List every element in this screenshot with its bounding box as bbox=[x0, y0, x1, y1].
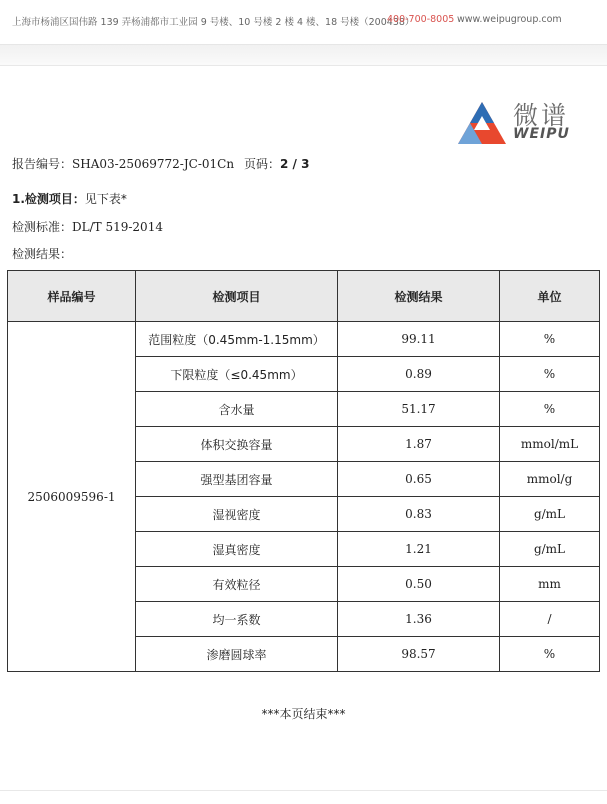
company-phone[interactable]: 400-700-8005 bbox=[387, 14, 455, 25]
header-sample-id: 样品编号 bbox=[8, 271, 136, 322]
unit-cell: % bbox=[500, 357, 600, 392]
company-address: 上海市杨浦区国伟路 139 弄杨浦都市工业园 9 号楼、10 号楼 2 楼 4 楼、18 号楼（200438） bbox=[12, 17, 415, 28]
header-test-result: 检测结果 bbox=[338, 271, 500, 322]
item-cell: 有效粒径 bbox=[136, 567, 338, 602]
test-item-line bbox=[12, 190, 127, 207]
report-number: SHA03-25069772-JC-01Cn bbox=[72, 157, 235, 171]
logo-mark-icon bbox=[456, 100, 508, 146]
page-number: 2 / 3 bbox=[280, 157, 310, 171]
logo-chinese-text: 微谱 bbox=[513, 101, 570, 130]
unit-cell: / bbox=[500, 602, 600, 637]
test-result-label: 检测结果： bbox=[12, 247, 73, 261]
item-cell: 下限粒度（≤0.45mm） bbox=[136, 357, 338, 392]
logo-english-text: WEIPU bbox=[513, 126, 570, 142]
unit-cell: g/mL bbox=[500, 497, 600, 532]
test-standard-line bbox=[12, 218, 163, 235]
item-cell: 体积交换容量 bbox=[136, 427, 338, 462]
result-cell: 99.11 bbox=[338, 322, 500, 357]
unit-cell: % bbox=[500, 392, 600, 427]
page-end-note: ***本页结束*** bbox=[261, 707, 346, 721]
test-standard-label: 检测标准： bbox=[12, 220, 73, 234]
report-number-label: 报告编号： bbox=[12, 157, 73, 171]
unit-cell: mmol/mL bbox=[500, 427, 600, 462]
header-unit: 单位 bbox=[500, 271, 600, 322]
result-cell: 51.17 bbox=[338, 392, 500, 427]
unit-cell: mm bbox=[500, 567, 600, 602]
result-cell: 0.65 bbox=[338, 462, 500, 497]
result-cell: 1.36 bbox=[338, 602, 500, 637]
result-cell: 0.83 bbox=[338, 497, 500, 532]
page-header bbox=[0, 0, 607, 45]
item-cell: 湿真密度 bbox=[136, 532, 338, 567]
item-cell: 强型基团容量 bbox=[136, 462, 338, 497]
result-cell: 0.89 bbox=[338, 357, 500, 392]
item-cell: 均一系数 bbox=[136, 602, 338, 637]
results-table bbox=[7, 270, 600, 672]
unit-cell: % bbox=[500, 637, 600, 672]
item-cell: 湿视密度 bbox=[136, 497, 338, 532]
footer-divider bbox=[0, 790, 607, 791]
table-row bbox=[8, 322, 600, 357]
item-cell: 范围粒度（0.45mm-1.15mm） bbox=[136, 322, 338, 357]
result-cell: 0.50 bbox=[338, 567, 500, 602]
unit-cell: mmol/g bbox=[500, 462, 600, 497]
result-cell: 1.21 bbox=[338, 532, 500, 567]
unit-cell: % bbox=[500, 322, 600, 357]
sample-id-cell: 2506009596-1 bbox=[8, 322, 136, 672]
item-cell: 含水量 bbox=[136, 392, 338, 427]
table-header-row bbox=[8, 271, 600, 322]
page-number-line bbox=[244, 155, 309, 172]
test-item-label: 1.检测项目： bbox=[12, 192, 85, 206]
result-cell: 1.87 bbox=[338, 427, 500, 462]
weipu-logo bbox=[456, 96, 596, 148]
report-number-line bbox=[12, 155, 310, 172]
header-divider bbox=[0, 45, 607, 66]
page-number-label: 页码： bbox=[244, 157, 281, 171]
result-cell: 98.57 bbox=[338, 637, 500, 672]
unit-cell: g/mL bbox=[500, 532, 600, 567]
test-item-value: 见下表* bbox=[84, 192, 127, 206]
company-website[interactable]: www.weipugroup.com bbox=[457, 14, 562, 25]
item-cell: 渗磨圆球率 bbox=[136, 637, 338, 672]
test-standard-value: DL/T 519-2014 bbox=[72, 220, 163, 234]
header-test-item: 检测项目 bbox=[136, 271, 338, 322]
